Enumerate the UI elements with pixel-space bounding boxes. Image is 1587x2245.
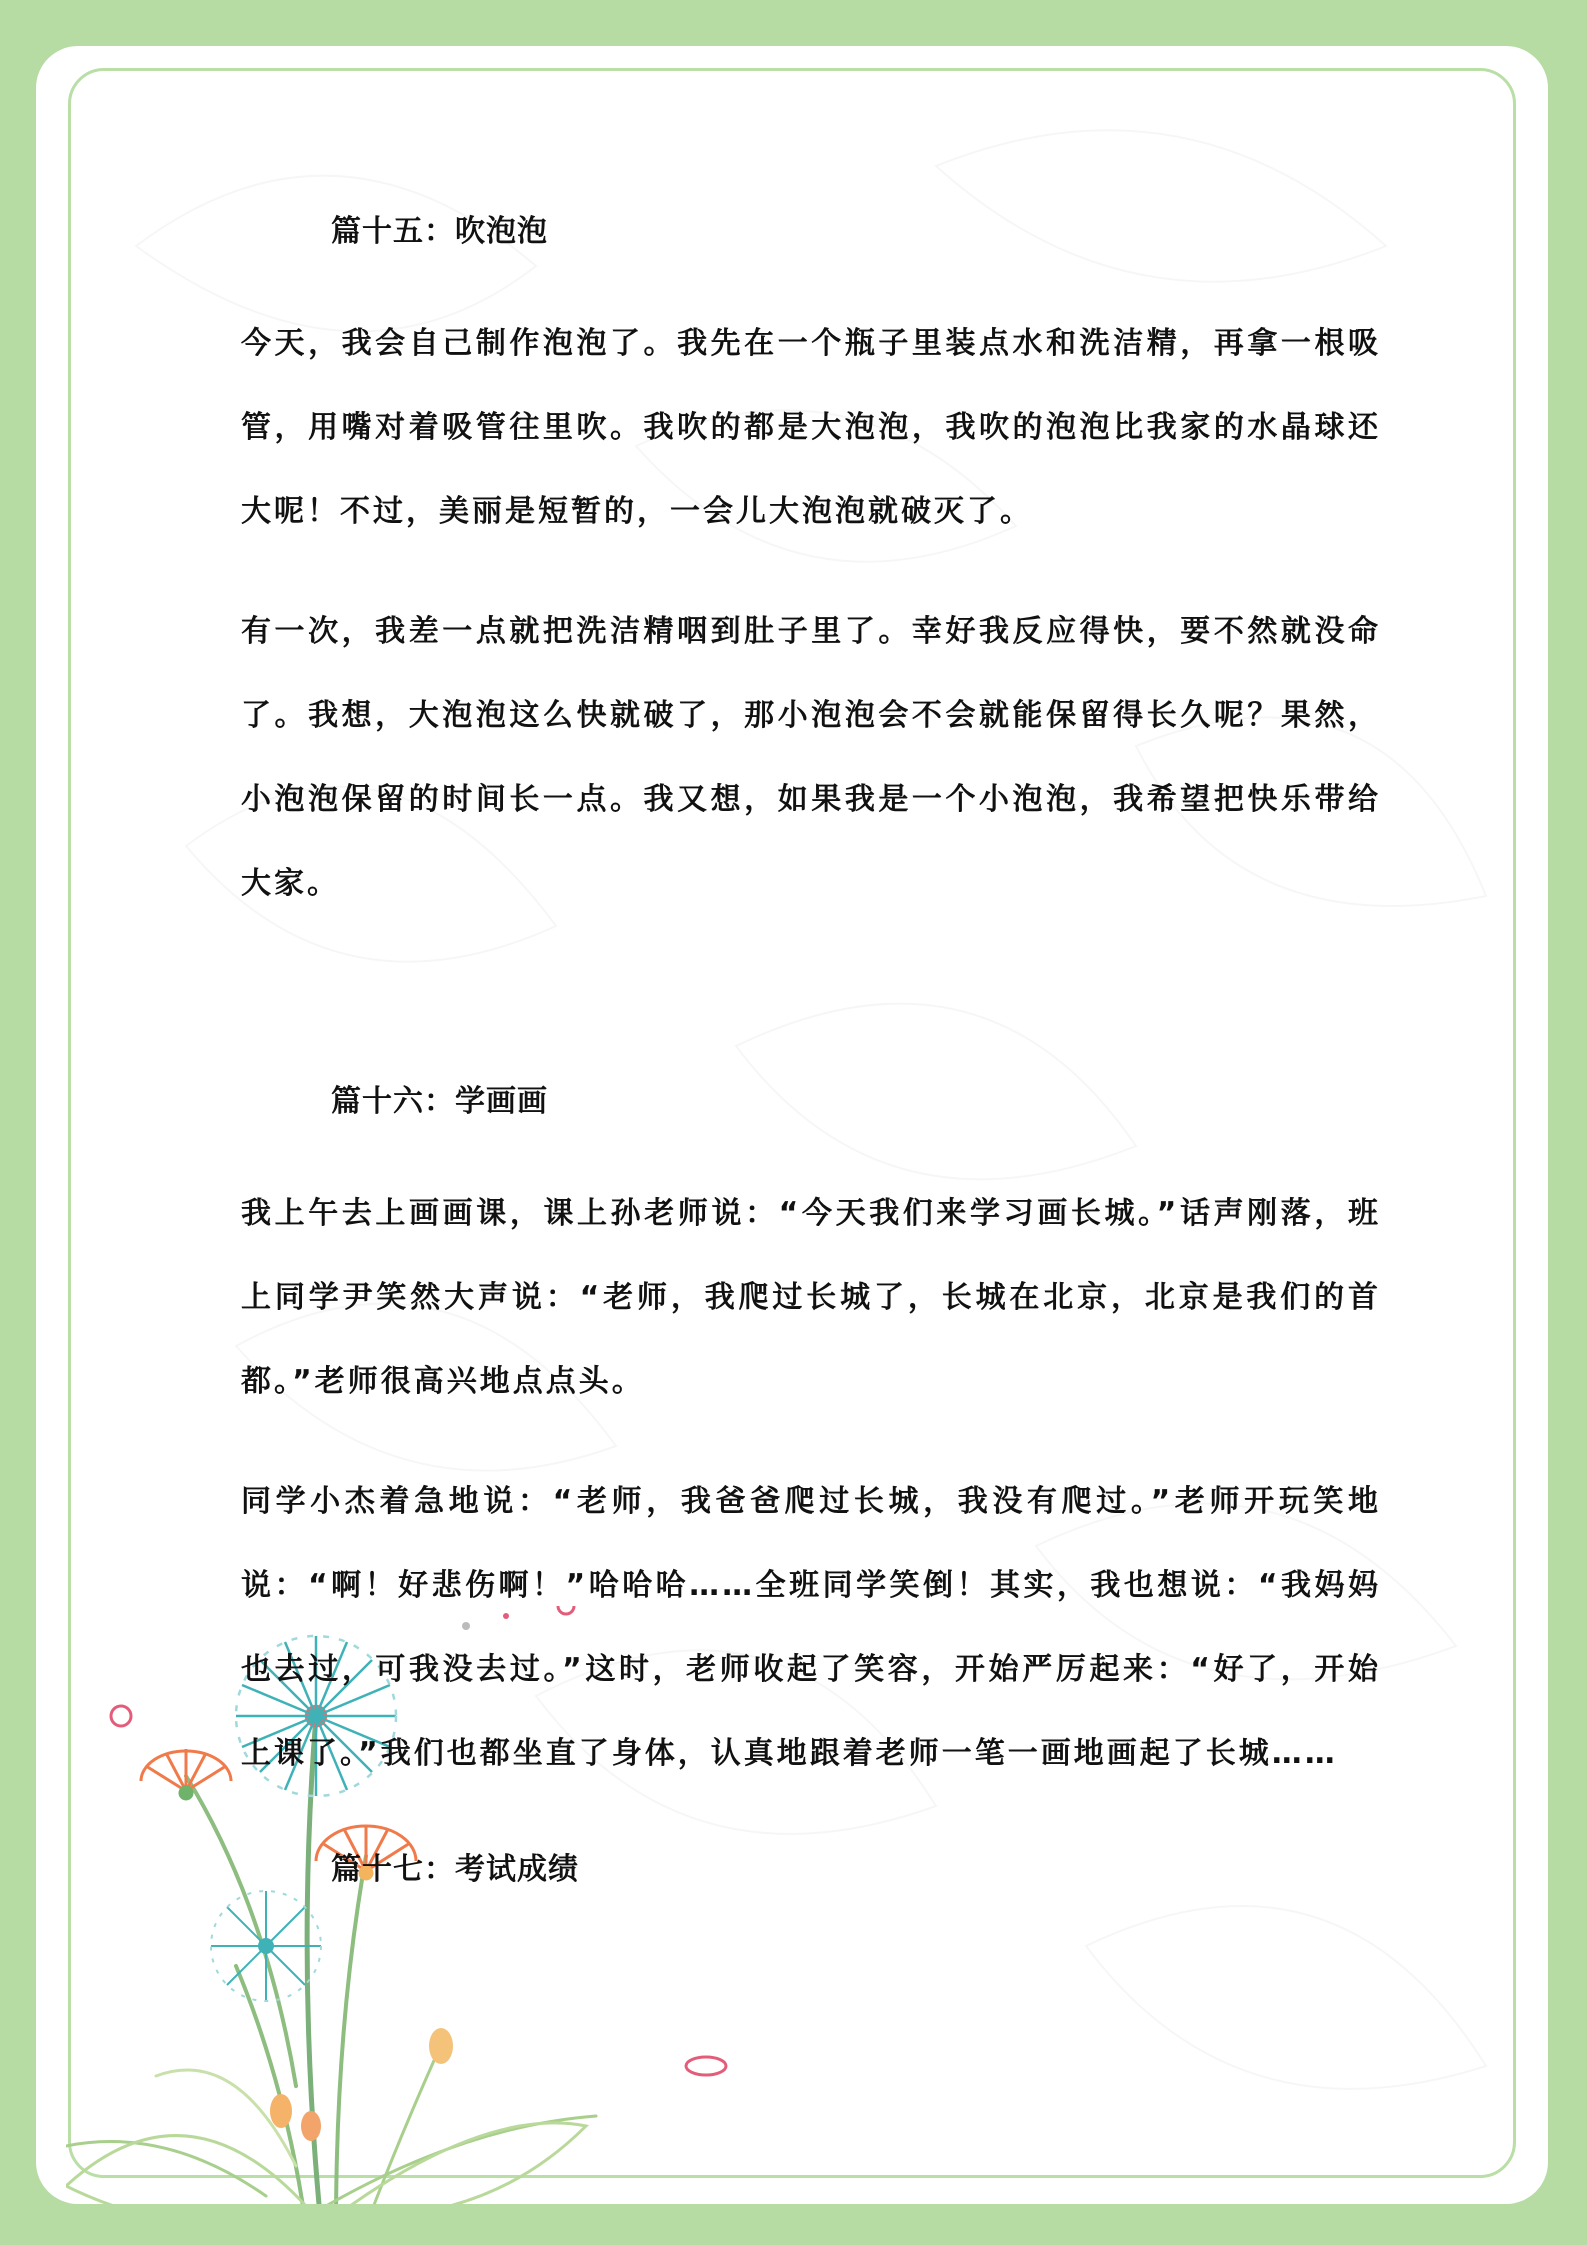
essay-17	[241, 1844, 1381, 1888]
essay-15	[241, 206, 1381, 926]
essay-paragraph: 今天，我会自己制作泡泡了。我先在一个瓶子里装点水和洗洁精，再拿一根吸管，用嘴对着吸管往里吹。我吹的都是大泡泡，我吹的泡泡比我家的水晶球还大呢！不过，美丽是短暂的，一会儿大泡泡就破灭了。	[241, 326, 1381, 529]
page-card	[36, 46, 1548, 2204]
essay-16	[241, 1076, 1381, 1796]
essay-title: 篇十七：考试成绩	[331, 1852, 579, 1887]
document-content	[241, 206, 1381, 1888]
essay-paragraph: 有一次，我差一点就把洗洁精咽到肚子里了。幸好我反应得快，要不然就没命了。我想，大泡泡这么快就破了，那小泡泡会不会就能保留得长久呢？果然，小泡泡保留的时间长一点。我又想，如果我是一个小泡泡，我希望把快乐带给大家。	[241, 614, 1381, 901]
essay-title: 篇十五：吹泡泡	[331, 214, 548, 249]
essay-paragraph: 同学小杰着急地说：“老师，我爸爸爬过长城，我没有爬过。”老师开玩笑地说：“啊！好悲伤啊！”哈哈哈……全班同学笑倒！其实，我也想说：“我妈妈也去过，可我没去过。”这时，老师收起了笑容，开始严厉起来：“好了，开始上课了。”我们也都坐直了身体，认真地跟着老师一笔一画地画起了长城……	[241, 1484, 1381, 1771]
essay-paragraph: 我上午去上画画课，课上孙老师说：“今天我们来学习画长城。”话声刚落，班上同学尹笑然大声说：“老师，我爬过长城了，长城在北京，北京是我们的首都。”老师很高兴地点点头。	[241, 1196, 1381, 1399]
essay-title: 篇十六：学画画	[331, 1084, 548, 1119]
